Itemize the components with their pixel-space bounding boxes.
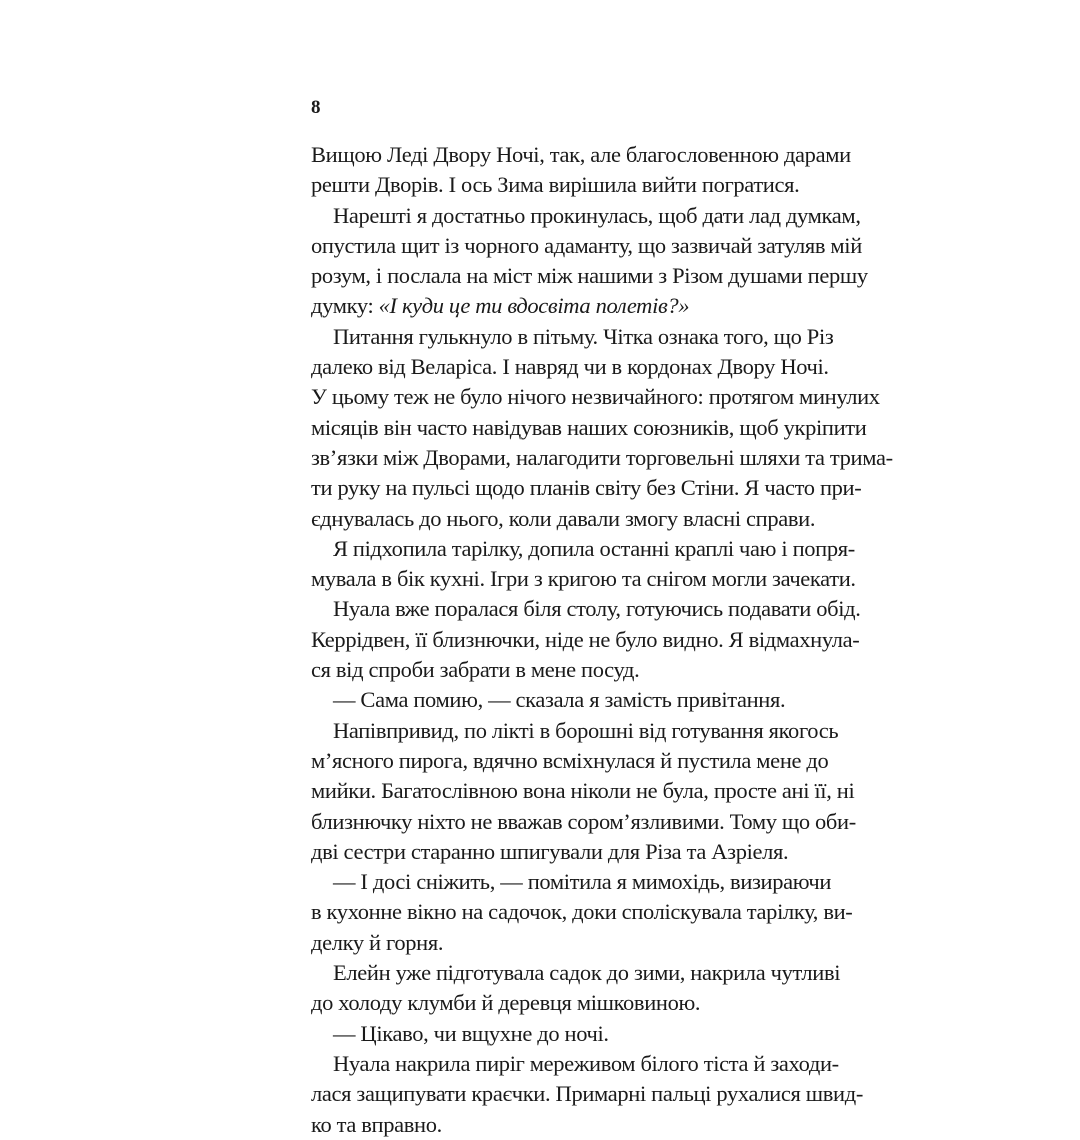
text-line: Нуала накрила пиріг мереживом білого тіста й заходи-: [333, 1050, 839, 1076]
text-line: ся від спроби забрати в мене посуд.: [311, 657, 640, 683]
body-text: [311, 140, 893, 1140]
text-line: — Цікаво, чи вщухне до ночі.: [333, 1020, 609, 1046]
text-line: Питання гулькнуло в пітьму. Чітка ознака того, що Різ: [333, 323, 834, 349]
text-line: У цьому теж не було нічого незвичайного: протягом минулих: [311, 384, 880, 410]
text-line: Вищою Леді Двору Ночі, так, але благословенною дарами: [311, 142, 851, 167]
text-line: мувала в бік кухні. Ігри з кригою та снігом могли зачекати.: [311, 566, 856, 592]
text-line: Напівпривид, по лікті в борошні від готування якогось: [333, 717, 839, 743]
text-line: мийки. Багатослівною вона ніколи не була, просте ані її, ні: [311, 778, 855, 804]
text-line: Нарешті я достатньо прокинулась, щоб дати лад думкам,: [333, 202, 861, 228]
text-line: — І досі сніжить, — помітила я мимохідь, визираючи: [333, 869, 832, 895]
text-line: Елейн уже підготувала садок до зими, накрила чутливі: [333, 960, 841, 986]
text-line: — Сама помию, — сказала я замість привітання.: [333, 687, 786, 713]
text-line: в кухонне вікно на садочок, доки споліскувала тарілку, ви-: [311, 899, 853, 925]
text-line: ко та вправно.: [311, 1111, 442, 1137]
text-line: близнючку ніхто не вважав сором’язливими. Тому що оби-: [311, 808, 856, 834]
text-line: ти руку на пульсі щодо планів світу без Стіни. Я часто при-: [311, 475, 862, 501]
text-line: лася защипувати краєчки. Примарні пальці рухалися швид-: [311, 1081, 863, 1107]
text-line: [311, 291, 811, 321]
text-line: решти Дворів. І ось Зима вирішила вийти погратися.: [311, 172, 800, 198]
text-line: Я підхопила тарілку, допила останні краплі чаю і попря-: [333, 535, 855, 561]
text-line: дві сестри старанно шпигували для Різа та Азріеля.: [311, 838, 789, 864]
text-line: Нуала вже поралася біля столу, готуючись подавати обід.: [333, 596, 861, 622]
text-line: делку й горня.: [311, 929, 444, 955]
page-number: 8: [311, 97, 321, 118]
italic-thought: «І куди це ти вдосвіта полетів?»: [378, 293, 690, 319]
text-line: місяців він часто навідував наших союзників, щоб укріпити: [311, 414, 867, 440]
text-line: єднувалась до нього, коли давали змогу власні справи.: [311, 505, 816, 531]
text-line: далеко від Веларіса. І навряд чи в кордонах Двору Ночі.: [311, 354, 829, 380]
text-line: розум, і послала на міст між нашими з Різом душами першу: [311, 263, 868, 289]
text-line: зв’язки між Дворами, налагодити торговельні шляхи та трима-: [311, 444, 893, 470]
text-line: Керрідвен, її близнючки, ніде не було видно. Я відмахнула-: [311, 626, 860, 652]
text-line: до холоду клумби й деревця мішковиною.: [311, 990, 701, 1016]
text-line: опустила щит із чорного адаманту, що зазвичай затуляв мій: [311, 232, 862, 258]
text-line: м’ясного пирога, вдячно всміхнулася й пустила мене до: [311, 747, 829, 773]
text-span: думку:: [311, 293, 379, 319]
